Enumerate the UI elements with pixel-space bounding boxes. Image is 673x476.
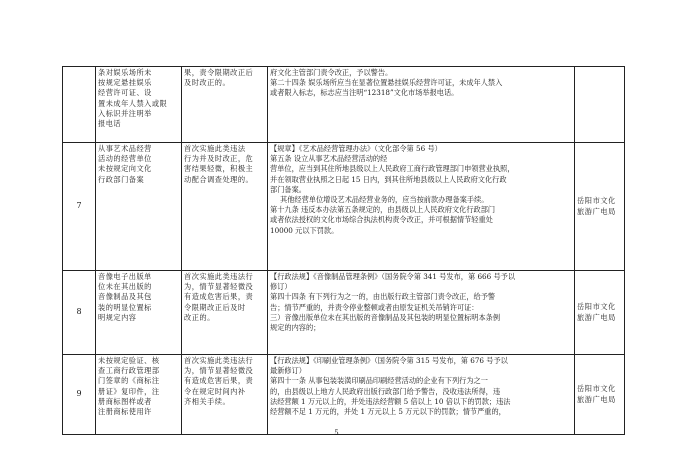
cell-line: 害结果轻微，积极主 bbox=[184, 164, 254, 174]
cell-line: 装的明显位置标 bbox=[98, 302, 152, 312]
cell-line: 报电话 bbox=[98, 119, 122, 129]
cell-line: 音像电子出版单 bbox=[98, 272, 152, 281]
cell-line: 第五条 设立从事艺术品经营活动的经 bbox=[270, 154, 388, 164]
cell-line: 第二十四条 娱乐场所应当在显著位置悬挂娱乐经营许可证，未成年人禁入 bbox=[270, 78, 503, 88]
table-row bbox=[63, 271, 625, 355]
cell-line: 活动的经营单位 bbox=[98, 154, 152, 164]
cell-line: 府文化主管部门责令改正，予以警告。 bbox=[270, 68, 393, 77]
row-number-cell bbox=[63, 67, 96, 143]
cell-line: 有造成危害后果，责 bbox=[184, 292, 254, 302]
cell-line: 旅游广电局 bbox=[577, 206, 616, 216]
cell-line: 动配合调查处理的。 bbox=[184, 174, 254, 184]
cell-line: 其他经营单位增设艺术品经营业务的，应当按前款办理备案手续。 bbox=[280, 195, 489, 205]
cell-line: 音像制品及其包 bbox=[98, 292, 152, 302]
cell-line: 三）音像出版单位未在其出版的音像制品及其包装的明显位置标明本条例 bbox=[270, 312, 501, 322]
cell-line: 令在规定时间内补 bbox=[184, 386, 246, 396]
cell-line: 【行政法规】《印刷业管理条例》（国务院令第 315 号发布，第 676 号予以 bbox=[270, 356, 508, 365]
cell-line: 经营额不足 1 万元的，并处 1 万元以上 5 万元以下的罚款；情节严重的， bbox=[270, 407, 506, 417]
cell-line: 行政部门备案 bbox=[98, 174, 145, 184]
row-number-cell: 9 bbox=[63, 355, 96, 435]
cell-line: 或者限入标志，标志应当注明“12318”文化市场举报电话。 bbox=[270, 88, 459, 98]
cell-line: 门签章的《商标注 bbox=[98, 376, 160, 386]
cell-line: 首次实施此类违法 bbox=[184, 144, 246, 153]
cell-line: 第四十四条 有下列行为之一的，由出版行政主管部门责令改正，给予警 bbox=[270, 292, 496, 302]
cell-line: 令限期改正后及时 bbox=[184, 302, 246, 312]
cell-line: 行为并及时改正，危 bbox=[184, 154, 254, 164]
cell-line: 册商标图样或者 bbox=[98, 396, 152, 406]
cell-line: 岳阳市文化 bbox=[577, 302, 616, 312]
cell-line: 营单位，应当到其住所地县级以上人民政府工商行政管理部门申领营业执照， bbox=[270, 164, 515, 174]
department-cell bbox=[575, 143, 625, 271]
cell-line: 部门备案。 bbox=[270, 184, 306, 194]
cell-line: 入标识并注明举 bbox=[98, 108, 152, 118]
cell-line: 从事艺术品经营 bbox=[98, 144, 152, 153]
cell-line: 及时改正的。 bbox=[184, 78, 231, 88]
row-number-cell: 7 bbox=[63, 143, 96, 271]
cell-line: 首次实施此类违法行 bbox=[184, 356, 254, 365]
cell-line: 查工商行政管理部 bbox=[98, 366, 160, 376]
cell-line: 第四十一条 从事包装装潢印刷品印刷经营活动的企业有下列行为之一 bbox=[270, 376, 488, 386]
row-number-cell: 8 bbox=[63, 271, 96, 355]
cell-line: 按规定悬挂娱乐 bbox=[98, 78, 152, 88]
cell-line: 改正的。 bbox=[184, 312, 215, 322]
cell-line: 未按规定验证、核 bbox=[98, 356, 160, 365]
cell-line: 10000 元以下罚款。 bbox=[270, 225, 339, 235]
table-row bbox=[63, 67, 625, 143]
cell-line: 经营许可证、设 bbox=[98, 88, 152, 98]
violation-item-cell bbox=[96, 355, 182, 435]
cell-line: 岳阳市文化 bbox=[577, 196, 616, 206]
table-body bbox=[63, 67, 625, 435]
legal-basis-cell bbox=[268, 271, 575, 355]
exemption-condition-cell bbox=[182, 143, 268, 271]
violation-item-cell bbox=[96, 67, 182, 143]
cell-line: 规定的内容的； bbox=[270, 323, 321, 333]
cell-line: 旅游广电局 bbox=[577, 394, 616, 404]
cell-line: 果，责令限期改正后 bbox=[184, 68, 254, 77]
department-cell bbox=[575, 355, 625, 435]
department-cell bbox=[575, 271, 625, 355]
cell-line: 有造成危害后果，责 bbox=[184, 376, 254, 386]
cell-line: 的，由县级以上地方人民政府出版行政部门给予警告，没收违法所得，违 bbox=[270, 386, 501, 396]
cell-line: 位未在其出版的 bbox=[98, 282, 152, 292]
exemption-condition-cell bbox=[182, 271, 268, 355]
legal-basis-cell bbox=[268, 67, 575, 143]
cell-line: 未按规定向文化 bbox=[98, 164, 152, 174]
cell-line: 岳阳市文化 bbox=[577, 384, 616, 394]
cell-line: 第十九条 违反本办法第五条规定的，由县级以上人民政府文化行政部门 bbox=[270, 205, 496, 215]
cell-line: 为，情节显著轻微没 bbox=[184, 366, 254, 376]
cell-line: 明规定内容 bbox=[98, 312, 137, 322]
table-row bbox=[63, 143, 625, 271]
legal-basis-cell bbox=[268, 355, 575, 435]
cell-line: 或者依法授权的文化市场综合执法机构责令改正，并可根据情节轻重处 bbox=[270, 215, 493, 225]
cell-line: 为，情节显著轻微没 bbox=[184, 282, 254, 292]
cell-line: 最新修订） bbox=[270, 366, 306, 376]
table-row bbox=[63, 355, 625, 435]
cell-line: 【规章】《艺术品经营管理办法》（文化部令第 56 号） bbox=[270, 144, 442, 153]
cell-line: 置未成年人禁入或限 bbox=[98, 98, 168, 108]
cell-line: 条对娱乐场所未 bbox=[98, 68, 152, 77]
department-cell bbox=[575, 67, 625, 143]
cell-line: 【行政法规】《音像制品管理条例》（国务院令第 341 号发布，第 666 号予以 bbox=[270, 272, 516, 281]
violation-item-cell bbox=[96, 143, 182, 271]
exemption-condition-cell bbox=[182, 67, 268, 143]
cell-line: 册证》复印件，注 bbox=[98, 386, 160, 396]
cell-line: 并在领取营业执照之日起 15 日内，到其住所地县级以上人民政府文化行政 bbox=[270, 174, 507, 184]
cell-line: 法经营额 1 万元以上的，并处违法经营额 5 倍以上 10 倍以下的罚款；违法 bbox=[270, 396, 511, 406]
cell-line: 齐相关手续。 bbox=[184, 396, 231, 406]
cell-line: 首次实施此类违法行 bbox=[184, 272, 254, 281]
cell-line: 旅游广电局 bbox=[577, 312, 616, 322]
regulation-table bbox=[62, 66, 625, 435]
cell-line: 修订） bbox=[270, 282, 292, 292]
cell-line: 注册商标使用许 bbox=[98, 407, 152, 417]
exemption-condition-cell bbox=[182, 355, 268, 435]
legal-basis-cell bbox=[268, 143, 575, 271]
violation-item-cell bbox=[96, 271, 182, 355]
page-number: 5 bbox=[334, 429, 339, 437]
cell-line: 告；情节严重的，并责令停业整顿或者由原发证机关吊销许可证： bbox=[270, 302, 479, 312]
